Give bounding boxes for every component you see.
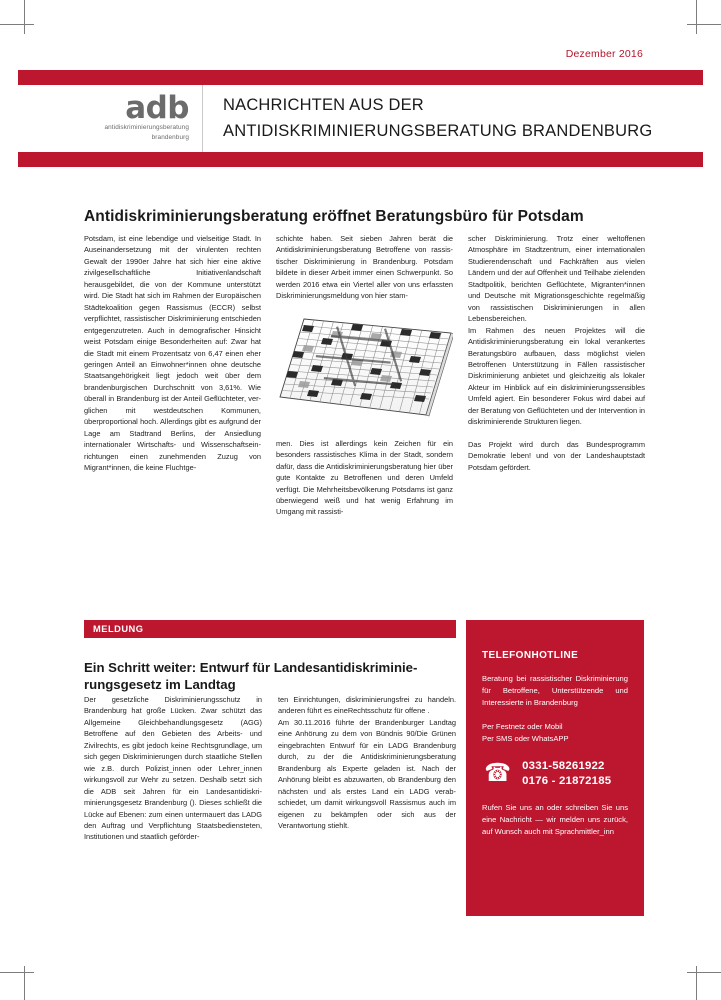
hotline-channel-2: Per SMS oder WhatsAPP: [482, 733, 569, 743]
adb-logo: [18, 85, 203, 152]
body-text: Im Rahmen des neuen Projektes will die Antidiskriminierungsberatung ein lokal verankertes Beratungsbüro aufbauen, dass möglichst vielen Betroffenen Unterstützung in Fällen rassistischer Diskriminierung anbietet und gleichzeitig als lokaler Akteur im Hinblick auf ein diskriminierungssensibles Umfeld agiert. Ein besonderer Fokus wird dabei auf der Beratung von Geflüchteten und der Intervention in diskriminierende Strukturen liegen.: [468, 325, 645, 427]
crop-mark-bottom-left-h: [0, 972, 34, 973]
masthead-titles: [203, 85, 703, 152]
page-title: Antidiskriminierungsberatung eröffnet Beratungsbüro für Potsdam: [84, 208, 584, 226]
logo-subline-1: antidiskriminierungsberatung: [104, 124, 189, 132]
body-text: Potsdam, ist eine lebendige und vielseitige Stadt. In Auseinandersetzung mit der virulenten rechten Gewalt der 1990er Jahre hat sich hier eine aktive zivilgesellschaftliche Initiativenlandschaft herausgebildet, die von der Kommune unterstützt wird. Die Stadt hat sich im Rahmen der Europäischen Städtekoalition gegen Rassismus (ECCR) selbst verpflichtet, rassistischer Diskriminierung entschieden entgegenzutreten. Auch in demografischer Hinsicht weist Potsdam einige Besonderheiten auf: Zwar hat die Stadt mit einem Prozentsatz von 6,47 einen eher geringen Anteil an Einwohner*innen ohne deutsche Staatsangehörigkeit liegt jedoch weit über dem brandenburgischen Durchschnitt von 3,61%. Wie überall in Brandenburg ist der Anteil Geflüchteter, verglichen mit westdeutschen Kommunen, überproportional hoch. Allerdings gibt es aufgrund der Lage am Stadtrand Berlins, der Ansiedlung internationaler Wirtschafts- und Wissenschaftseinrichtungen einen zunehmenden Zuzug von Migrant*innen, die keine Fluchtge-: [84, 234, 261, 473]
masthead-title-line-2: ANTIDISKRIMINIERUNGSBERATUNG BRANDENBURG: [223, 122, 653, 140]
hotline-phone-mobile[interactable]: 0176 - 21872185: [522, 774, 612, 787]
meldung-column-1: [84, 694, 262, 843]
hotline-note: Rufen Sie uns an oder schreiben Sie uns eine Nachricht — wir melden uns zurück, auf Wunsch auch mit Sprachmittler_inn: [482, 803, 628, 836]
hotline-phone-landline[interactable]: 0331-58261922: [522, 760, 605, 773]
telefonhotline-box: [466, 620, 644, 916]
hotline-channels: [482, 721, 628, 744]
body-text: scher Diskriminierung. Trotz einer weltoffenen Atmosphäre im Stadtzentrum, einer internationalen Studierendenschaft und Fachkräften aus vielen Ländern und der auf Offenheit und Teilhabe zielenden Stadtpolitik, berichten Geflüchtete, Migranten*innen und Deutsche mit Migrationsgeschichte regelmäßig von rassistischen Diskriminierungen in allen Lebensbereichen.: [468, 234, 645, 324]
crop-mark-top-left-v: [24, 0, 25, 34]
masthead-rule-top: [18, 70, 703, 85]
masthead: [18, 85, 703, 152]
hotline-number-list: [522, 759, 611, 788]
crossword-puzzle-image: [276, 311, 453, 429]
crop-mark-top-right-h: [687, 24, 721, 25]
body-text: ten Einrichtungen, diskriminierungsfrei zu handeln. anderen führt es eineRechtsschutz für offene .: [278, 695, 456, 716]
body-text: Am 30.11.2016 führte der Brandenburger Landtag eine Anhörung zu dem von Bündnis 90/Die Grünen eingebrachten Entwurf für ein LADG Brandenburg durch, zu der die Antidiskriminierungsberatung Brandenburg als Experte geladen ist. Nach der Anhörung bleibt es abzuwarten, ob Brandenburg den nächsten und als erstes Land ein LADG verabschiedet, um damit wirkungsvoll Rassismus auch im eigenen zu bekämpfen oder sich aus der Verantwortung stiehlt.: [278, 717, 456, 830]
main-article-columns: [84, 233, 644, 518]
body-text: schichte haben. Seit sieben Jahren berät die Antidiskriminierungsberatung Betroffene von rassistischer Diskriminierung in Brandenburg. Potsdam bildete in dieser Arbeit immer einen Schwerpunkt. So werden 2016 etwa ein Viertel aller von uns erfassten Diskriminierungsmeldung von hier stam-: [276, 234, 453, 301]
meldung-column-2: [278, 694, 456, 843]
meldung-columns: [84, 694, 456, 843]
crop-mark-top-right-v: [696, 0, 697, 34]
hotline-title: TELEFONHOTLINE: [482, 650, 579, 661]
crossword-puzzle-illustration: [276, 311, 453, 429]
crop-mark-bottom-right-v: [696, 966, 697, 1000]
main-article-column-2: [276, 233, 453, 518]
main-article-column-1: [84, 233, 261, 518]
crop-mark-top-left-h: [0, 24, 34, 25]
body-text: men. Dies ist allerdings kein Zeichen für ein besonders rassistisches Klima in der Stadt, sondern dafür, dass die Antidiskriminierungsberatung hier über gute Kontakte zu Betroffenen und deren Umfeld verfügt. Die Mehrheitsbevölkerung Potsdams ist ganz überwiegend weiß und hat wenig Erfahrung im Umgang mit rassisti-: [276, 438, 453, 517]
masthead-title-line-1: NACHRICHTEN AUS DER: [223, 96, 424, 114]
hotline-channel-1: Per Festnetz oder Mobil: [482, 722, 563, 732]
main-article-column-3: [468, 233, 645, 518]
telephone-handset-icon: ☎︎: [484, 759, 511, 788]
body-text: Der gesetzliche Diskriminierungsschutz in Brandenburg hat große Lücken. Zwar schützt das Allgemeine Gleichbehandlungsgesetz (AGG) Betroffene auf den Gebieten des Arbeits- und Zivilrechts, es gibt jedoch keine Rechtsgrundlage, um sich gegen Diskriminierungen durch staatliche Stellen wie z.B. durch Polizist_innen oder Lehrer_innen wirkungsvoll zur Wehr zu setzen. Deshalb setzt sich die ADB seit Jahren für ein Landesantidiskriminierungsgesetz Brandenburg (). Dieses schließt die Lücke auf Ebenen: zum einen untermauert das LADG den Auftrag und Verpflichtung Staatsbediensteten, Institutionen und staatlich geförder-: [84, 695, 262, 842]
logo-subline-2: brandenburg: [151, 134, 189, 142]
hotline-description: Beratung bei rassistischer Diskriminierung für Betroffene, Unterstützende und Interessierte in Brandenburg: [482, 674, 628, 707]
crop-mark-bottom-left-v: [24, 966, 25, 1000]
masthead-rule-bottom: [18, 152, 703, 167]
section-label-meldung: [84, 620, 456, 638]
crop-mark-bottom-right-h: [687, 972, 721, 973]
issue-date: Dezember 2016: [565, 48, 643, 60]
meldung-title: Ein Schritt weiter: Entwurf für Landesantidiskriminierungsgesetz im Landtag: [84, 659, 418, 692]
body-text: Das Projekt wird durch das Bundesprogramm Demokratie leben! und von der Landeshauptstadt Potsdam gefördert.: [468, 439, 645, 472]
section-label-text: MELDUNG: [93, 624, 144, 634]
logo-wordmark: adb: [125, 89, 189, 126]
hotline-numbers: [482, 759, 628, 788]
